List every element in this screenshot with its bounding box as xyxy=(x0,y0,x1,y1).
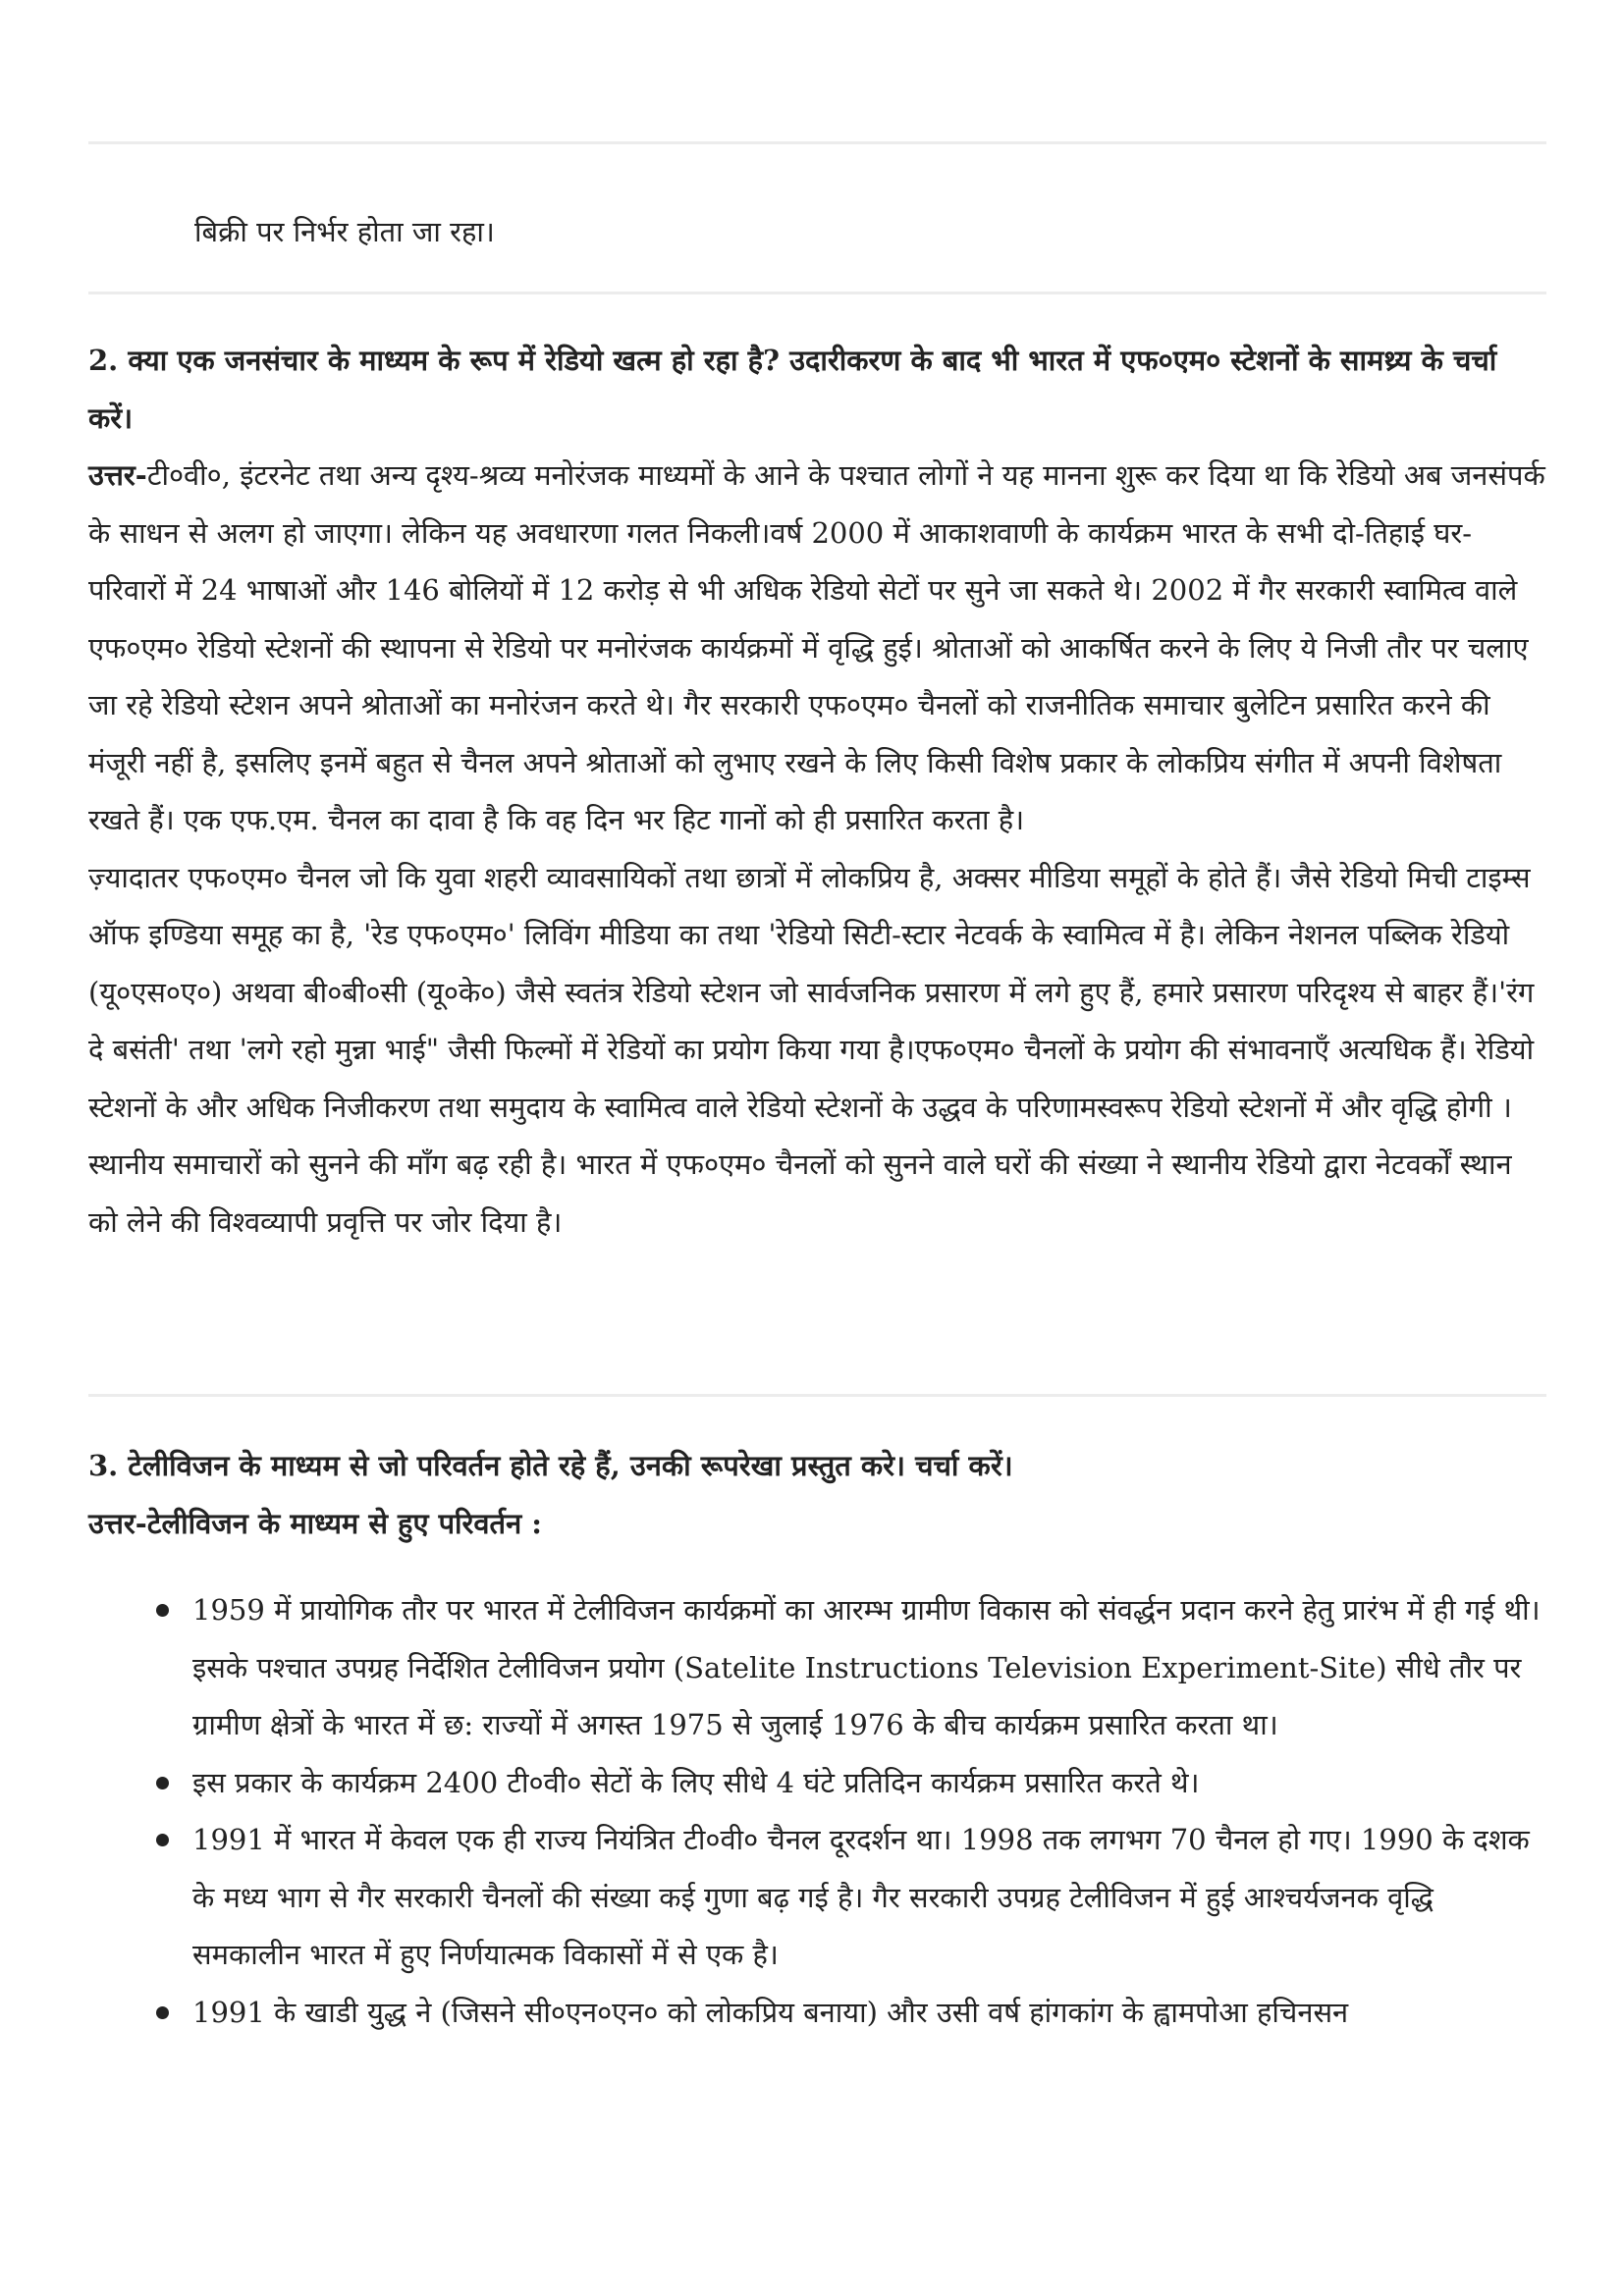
list-item xyxy=(192,1811,1547,1984)
question-3-title: 3. टेलीविजन के माध्यम से जो परिवर्तन होते रहे हैं, उनकी रूपरेखा प्रस्तुत करे। चर्चा करें। xyxy=(88,1449,1013,1482)
question-3-answer-heading: उत्तर-टेलीविजन के माध्यम से हुए परिवर्तन : xyxy=(88,1506,542,1540)
continuation-text: बिक्री पर निर्भर होता जा रहा। xyxy=(194,215,495,248)
question-2-answer-paragraph-2: ज़्यादातर एफ०एम० चैनल जो कि युवा शहरी व्यावसायिकों तथा छात्रों में लोकप्रिय है, अक्सर मीडिया समूहों के होते हैं। जैसे रेडियो मिची टाइम्स ऑफ इण्डिया समूह का है, 'रेड एफ०एम०' लिविंग मीडिया का तथा 'रेडियो सिटी-स्टार नेटवर्क के स्वामित्व में है। लेकिन नेशनल पब्लिक रेडियो (यू०एस०ए०) अथवा बी०बी०सी (यू०के०) जैसे स्वतंत्र रेडियो स्टेशन जो सार्वजनिक प्रसारण में लगे हुए हैं, हमारे प्रसारण परिदृश्य से बाहर हैं।'रंग दे बसंती' तथा 'लगे रहो मुन्ना भाई" जैसी फिल्मों में रेडियों का प्रयोग किया गया है।एफ०एम० चैनलों के प्रयोग की संभावनाएँ अत्यधिक हैं। रेडियो स्टेशनों के और अधिक निजीकरण तथा समुदाय के स्वामित्व वाले रेडियो स्टेशनों के उद्धव के परिणामस्वरूप रेडियो स्टेशनों में और वृद्धि होगी । स्थानीय समाचारों को सुनने की माँग बढ़ रही है। भारत में एफ०एम० चैनलों को सुनने वाले घरों की संख्या ने स्थानीय रेडियो द्वारा नेटवर्कों स्थान को लेने की विश्वव्यापी प्रवृत्ति पर जोर दिया है। xyxy=(88,860,1535,1239)
bullet-icon xyxy=(156,1834,169,1846)
question-3-section xyxy=(88,1437,1546,1552)
bullet-icon xyxy=(156,1777,169,1789)
list-item-text: 1991 के खाडी युद्ध ने (जिसने सी०एन०एन० को लोकप्रिय बनाया) और उसी वर्ष हांगकांग के ह्वामपोआ हचिनसन xyxy=(192,1995,1349,2029)
list-item-text: 1959 में प्रायोगिक तौर पर भारत में टेलीविजन कार्यक्रमों का आरम्भ ग्रामीण विकास को संवर्द्धन प्रदान करने हेतु प्रारंभ में ही गई थी। इसके पश्चात उपग्रह निर्देशित टेलीविजन प्रयोग (Satelite Instructions Television Experiment-Site) सीधे तौर पर ग्रामीण क्षेत्रों के भारत में छ: राज्यों में अगस्त 1975 से जुलाई 1976 के बीच कार्यक्रम प्रसारित करता था। xyxy=(192,1593,1541,1741)
section-divider xyxy=(88,1394,1546,1397)
question-2-title: 2. क्या एक जनसंचार के माध्यम के रूप में रेडियो खत्म हो रहा है? उदारीकरण के बाद भी भारत में एफ०एम० स्टेशनों के सामथ्र्य के चर्चा करें। xyxy=(88,344,1497,435)
bullet-icon xyxy=(156,2006,169,2019)
list-item xyxy=(192,1754,1547,1812)
list-item-text: इस प्रकार के कार्यक्रम 2400 टी०वी० सेटों के लिए सीधे 4 घंटे प्रतिदिन कार्यक्रम प्रसारित करते थे। xyxy=(192,1765,1200,1799)
answer-label: उत्तर- xyxy=(88,458,147,492)
question-2-section xyxy=(88,332,1546,1251)
list-item-text: 1991 में भारत में केवल एक ही राज्य नियंत्रित टी०वी० चैनल दूरदर्शन था। 1998 तक लगभग 70 चैनल हो गए। 1990 के दशक के मध्य भाग से गैर सरकारी चैनलों की संख्या कई गुणा बढ़ गई है। गैर सरकारी उपग्रह टेलीविजन में हुई आश्चर्यजनक वृद्धि समकालीन भारत में हुए निर्णयात्मक विकासों में से एक है। xyxy=(192,1823,1530,1971)
question-2-answer-paragraph-1 xyxy=(88,447,1546,849)
section-divider xyxy=(88,292,1546,294)
section-divider xyxy=(88,141,1546,144)
list-item xyxy=(192,1581,1547,1754)
answer-bullet-list xyxy=(192,1581,1547,2041)
answer-text: टी०वी०, इंटरनेट तथा अन्य दृश्य-श्रव्य मनोरंजक माध्यमों के आने के पश्चात लोगों ने यह मानना शुरू कर दिया था कि रेडियो अब जनसंपर्क के साधन से अलग हो जाएगा। लेकिन यह अवधारणा गलत निकली।वर्ष 2000 में आकाशवाणी के कार्यक्रम भारत के सभी दो-तिहाई घर-परिवारों में 24 भाषाओं और 146 बोलियों में 12 करोड़ से भी अधिक रेडियो सेटों पर सुने जा सकते थे। 2002 में गैर सरकारी स्वामित्व वाले एफ०एम० रेडियो स्टेशनों की स्थापना से रेडियो पर मनोरंजक कार्यक्रमों में वृद्धि हुई। श्रोताओं को आकर्षित करने के लिए ये निजी तौर पर चलाए जा रहे रेडियो स्टेशन अपने श्रोताओं का मनोरंजन करते थे। गैर सरकारी एफ०एम० चैनलों को राजनीतिक समाचार बुलेटिन प्रसारित करने की मंजूरी नहीं है, इसलिए इनमें बहुत से चैनल अपने श्रोताओं को लुभाए रखने के लिए किसी विशेष प्रकार के लोकप्रिय संगीत में अपनी विशेषता रखते हैं। एक एफ.एम. चैनल का दावा है कि वह दिन भर हिट गानों को ही प्रसारित करता है। xyxy=(88,458,1545,836)
bullet-icon xyxy=(156,1604,169,1617)
list-item xyxy=(192,1984,1547,2042)
